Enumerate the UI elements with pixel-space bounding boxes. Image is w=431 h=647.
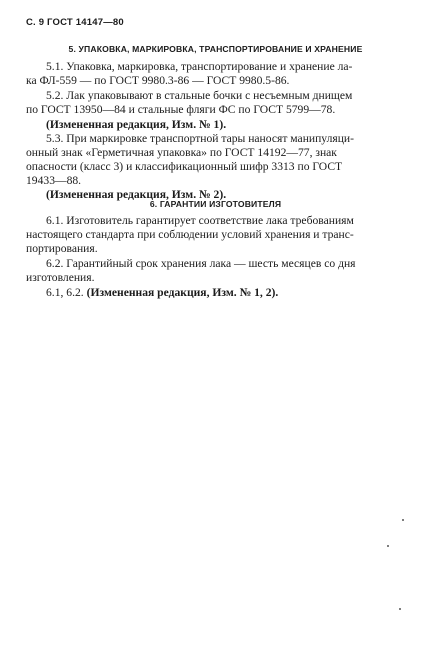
paragraph-6-1-line-2: настоящего стандарта при соблюдении условий хранения и транс- (26, 228, 354, 241)
page-header: С. 9 ГОСТ 14147—80 (26, 17, 124, 28)
amendment-note-1: (Измененная редакция, Изм. № 1). (46, 118, 227, 131)
amendment-note-2: (Измененная редакция, Изм. № 2). (46, 188, 227, 201)
scan-speck (387, 545, 389, 547)
section-5-title: 5. УПАКОВКА, МАРКИРОВКА, ТРАНСПОРТИРОВАНИЕ И ХРАНЕНИЕ (68, 44, 363, 54)
section-6-title: 6. ГАРАНТИИ ИЗГОТОВИТЕЛЯ (149, 199, 282, 209)
paragraph-5-2-line-2: по ГОСТ 13950—84 и стальные фляги ФС по ГОСТ 5799—78. (26, 103, 336, 116)
paragraph-5-1-line-1: 5.1. Упаковка, маркировка, транспортирование и хранение ла- (46, 60, 353, 73)
paragraph-5-3-line-3: опасности (класс 3) и классификационный шифр 3313 по ГОСТ (26, 160, 343, 173)
scan-speck (402, 519, 404, 521)
paragraph-5-3-line-1: 5.3. При маркировке транспортной тары наносят манипуляци- (46, 132, 354, 145)
paragraph-5-2-line-1: 5.2. Лак упаковывают в стальные бочки с несъемным днищем (46, 89, 353, 102)
amendment-note-3-prefix: 6.1, 6.2. (46, 286, 84, 299)
paragraph-5-3-line-2: онный знак «Герметичная упаковка» по ГОСТ 14192—77, знак (26, 146, 337, 159)
amendment-note-3 (46, 286, 278, 300)
paragraph-6-2-line-1: 6.2. Гарантийный срок хранения лака — шесть месяцев со дня (46, 257, 356, 270)
paragraph-6-2-line-2: изготовления. (26, 271, 95, 284)
paragraph-5-1-line-2: ка ФЛ-559 — по ГОСТ 9980.3-86 — ГОСТ 9980.5-86. (26, 74, 290, 87)
amendment-note-3-text: (Измененная редакция, Изм. № 1, 2). (86, 286, 279, 299)
paragraph-6-1-line-3: портирования. (26, 242, 98, 255)
paragraph-5-3-line-4: 19433—88. (26, 174, 82, 187)
paragraph-6-1-line-1: 6.1. Изготовитель гарантирует соответствие лака требованиям (46, 214, 354, 227)
scan-speck (399, 608, 401, 610)
